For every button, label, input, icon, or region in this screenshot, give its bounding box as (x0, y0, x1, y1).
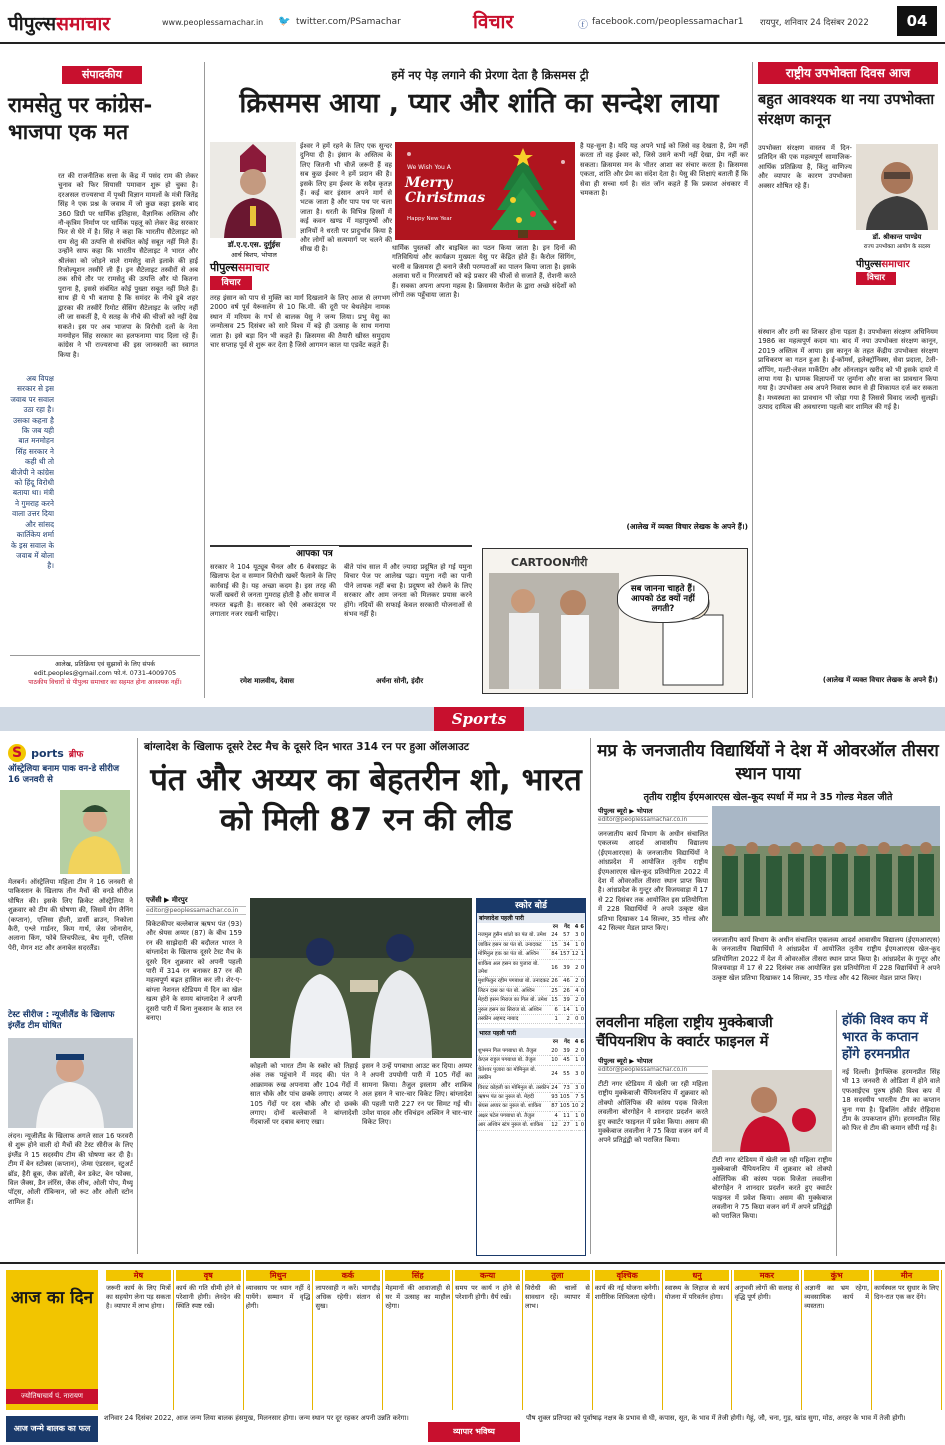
scorecard-cell: 7 (571, 1092, 580, 1101)
scorecard-header-cell: रन (552, 1039, 558, 1046)
scorecard-header-cell (477, 1038, 550, 1046)
scorecard-cell: 24 (550, 1065, 559, 1083)
brief2-title: टेस्ट सीरीज : न्यूजीलैंड के खिलाफ इंग्लैंड टीम घोषित (8, 1010, 115, 1031)
scorecard-cell: 25 (551, 987, 558, 994)
sports-brief-header (8, 742, 133, 762)
scorecard-cell: 12 (551, 1122, 558, 1129)
horoscope-sign (523, 1270, 593, 1410)
scorecard-row (477, 986, 585, 995)
cricket-kicker: बांग्लादेश के खिलाफ दूसरे टेस्ट मैच के दूसरे दिन भारत 314 रन पर हुआ ऑलआउट (144, 741, 470, 753)
scorecard-header-cell: रन (552, 924, 558, 930)
horoscope-sign-text: कार्यस्थल पर सुधार के लिए दिन-रात एक कर देंगे। (874, 1284, 939, 1301)
horoscope-sign-text: कार्य की नई योजना बनेगी। शारीरिक शिथिलता रहेगी। (594, 1284, 660, 1301)
speech-bubble: सब जानना चाहते हैं। आपको ठंड क्यों नहीं लगती? (617, 575, 709, 623)
scorecard-cell: 26 (559, 986, 571, 995)
consumer-author-photo (856, 144, 938, 230)
horoscope-sign-name: सिंह (385, 1270, 450, 1281)
brief1-title: ऑस्ट्रेलिया बनाम पाक वन-डे सीरीज 16 जनवरी से (8, 764, 120, 785)
cricket-photo (250, 898, 472, 1058)
horoscope-sign-text: जरूरी कार्य के लिए मित्रों का सहयोग लेना पड़ सकता है। व्यापार में लाभ होगा। (106, 1284, 171, 1310)
scorecard-cell: 2 (571, 996, 580, 1005)
horoscope-sign (453, 1270, 523, 1410)
horoscope-sign (802, 1270, 872, 1410)
scorecard-cell: चेतेश्वर पुजारा का मोमिनुल बो. तस्कीन (477, 1065, 550, 1083)
scorecard-header-row (477, 923, 585, 931)
scorecard-cell: विराट कोहली का मोमिनुल बो. तस्कीन (478, 1084, 550, 1091)
scorecard-cell: अक्षर पटेल पगबाधा बो. तैजुल (477, 1111, 550, 1120)
scorecard-cell: 105 (559, 1093, 570, 1100)
scorecard-cell: 0 (580, 987, 584, 994)
scorecard-cell: 1 (571, 1005, 580, 1014)
horoscope-sign-text: अनुभवी लोगों की सलाह से वृद्धि पूर्ण होगी। (734, 1284, 800, 1301)
dateline: रायपुर, शनिवार 24 दिसंबर 2022 (760, 18, 869, 28)
scorecard-cell: 46 (559, 977, 571, 986)
scorecard-cell: मुशफिकुर रहीम पगबाधा बो. उनादकट (478, 978, 550, 985)
horoscope-sign-name: कन्या (455, 1270, 520, 1281)
horoscope-title: आज का दिन (10, 1288, 94, 1308)
sports-divider-2 (590, 738, 591, 1254)
consumer-intro: उपभोक्ता संरक्षण वास्तव में दिन-प्रतिदिन की एक महत्वपूर्ण सामाजिक-आर्थिक प्रतिक्रिया है, किंतु वाणिज्य और व्यापार के कारण उपभोक्ता अक्सर शोषित रहे हैं। (758, 144, 852, 190)
cricket-col1: विकेटकीपर बल्लेबाज ऋषभ पंत (93) और श्रेयस अय्यर (87) के बीच 159 रन की साझेदारी की बदौलत भारत ने बांग्लादेश के खिलाफ दूसरे टेस्ट मैच के दूसरे दिन शुक्रवार को अपनी पहली पारी में 314 रन बनाकर 87 रन की महत्वपूर्ण बढ़त हासिल कर ली। शेर-ए-बांग्ला नेशनल स्टेडियम में दिन का खेल खत्म होने के समय बांग्लादेश ने अपनी दूसरी पारी में बिना नुकसान के सात रन बनाए। (146, 920, 242, 1023)
scorecard-cell: 45 (559, 1056, 571, 1065)
scorecard-cell: 1 (550, 1015, 559, 1024)
scorecard-cell: मेहदी हसन मिराज का गिल बो. उमेश (477, 996, 550, 1005)
scorecard-cell: 39 (559, 959, 571, 977)
author-photo (210, 142, 296, 238)
scorecard-innings-2: भारत पहली पारी (477, 1028, 585, 1038)
mp-email[interactable]: editor@peoplessamachar.co.in (598, 816, 708, 824)
mp-body: जनजातीय कार्य विभाग के अधीन संचालित एकलव्य आदर्श आवासीय विद्यालय (ईएमआरएस) के जनजातीय विद्यार्थियों ने आंध्रप्रदेश में आयोजित तृतीय राष्ट्रीय ईएमआरएस खेल-कूद प्रतियोगिता 2022 में देश में ओवरऑल तीसरा स्थान प्राप्त किया है। आंध्रप्रदेश के गुन्टूर और विजयवाड़ा में 17 से 22 दिसंबर तक आयोजित इस प्रतियोगिता में 228 विद्यार्थियों ने अपने उत्कृष्ट खेल प्रतिभा दिखाकर 14 सिल्वर, 35 गोल्ड और 42 सिल्वर मेडल प्राप्त किए। (598, 830, 708, 933)
sports-label: Sports (434, 707, 524, 731)
boxing-email[interactable]: editor@peoplessamachar.co.in (598, 1066, 708, 1074)
scorecard-cell: लिटन दास का पंत बो. अश्विन (477, 986, 550, 995)
scorecard-cell: 0 (580, 1047, 584, 1054)
horoscope-astrologer: ज्योतिषाचार्य पं. नारायण (6, 1389, 98, 1404)
scorecard-table-1 (477, 923, 585, 1024)
sports-banner (0, 707, 945, 731)
scorecard-row (477, 1111, 585, 1120)
scorecard-cell: नुरुल हसन का सिराज बो. अश्विन (477, 1005, 550, 1014)
scorecard-title: स्कोर बोर्ड (477, 899, 585, 913)
cricket-col3: इसन ने उन्हें पगबाधा आउट कर दिया। अय्यर ने अपनी उपयोगी पारी में 105 गेंदों का सामना किया। तैजुल इस्लाम और शाकिब अल हसन ने चार-चार विकेट लिए। बांग्लादेश की पहली पारी 227 रन पर सिमट गई थी। उमेश यादव और रविचंद्रन अश्विन ने चार-चार विकेट लिए। (362, 1062, 472, 1127)
facebook-icon: ⓕ (578, 20, 588, 31)
scorecard-row (477, 1056, 585, 1065)
author-name: डॉ.ए.ए.एस. दुर्गुईस (227, 240, 281, 249)
boxing-byline: पीपुल्स ब्यूरो ▶ भोपाल (598, 1057, 653, 1065)
scorecard-cell: 0 (571, 1015, 580, 1024)
horoscope-sign (383, 1270, 453, 1410)
cricketer-portrait-icon (60, 790, 130, 874)
footer-disclaimer: पाठकीय विचारों से पीपुल्स समाचार का सहमत होना आवश्यक नहीं। (28, 679, 182, 686)
scorecard-cell: 87 (551, 1103, 558, 1110)
horoscope-sign-name: मिथुन (246, 1270, 311, 1281)
scorecard-header-cell: 6 (580, 1039, 584, 1046)
hockey-title: हॉकी विश्व कप में भारत के कप्तान होंगे हरमनप्रीत (842, 1013, 928, 1062)
scorecard-cell: 0 (579, 959, 585, 977)
scorecard-row (477, 1047, 585, 1056)
scorecard-cell: 0 (580, 1084, 584, 1091)
scorecard-cell: 2 (571, 977, 580, 986)
scorecard-row (477, 931, 585, 940)
consumer-day-label: राष्ट्रीय उपभोक्ता दिवस आज (758, 62, 938, 84)
letters-title: आपका पत्र (290, 546, 339, 559)
greeting-main: Merry Christmas (405, 175, 486, 206)
christmas-title: क्रिसमस आया , प्यार और शांति का सन्देश लाया (239, 88, 719, 119)
page-number: 04 (897, 6, 937, 36)
boxing-body-cont: टीटी नगर स्टेडियम में खेली जा रही महिला राष्ट्रीय मुक्केबाजी चैंपियनशिप में शुक्रवार को तोक्यो ओलिंपिक की कांस्य पदक विजेता लवलीना बोरगोहेन ने शानदार प्रदर्शन करते हुए क्वार्टर फाइनल में प्रवेश किया। असम की मुक्केबाज लवलीना ने 75 किग्रा वजन वर्ग में अपने प्रतिद्वंद्वी को पराजित किया। (712, 1156, 832, 1221)
brief2-photo (8, 1038, 133, 1128)
facebook-link[interactable]: facebook.com/peoplessamachar1 (592, 17, 744, 27)
horoscope-title-box (6, 1270, 98, 1410)
letter-2-signature: अर्चना सोनी, इंदौर (376, 677, 424, 685)
cricketers-celebration-icon (250, 898, 472, 1058)
consumer-body: संस्थान और ठगी का शिकार होना पड़ता है। उपभोक्ता संरक्षण अधिनियम 1986 का महत्वपूर्ण कदम था। बाद में नया उपभोक्ता संरक्षण कानून, 2019 अस्तित्व में आया। इस कानून के तहत केंद्रीय उपभोक्ता संरक्षण प्राधिकरण का गठन हुआ है। ई-कॉमर्स, इलेक्ट्रॉनिक्स, सेवा प्रदाता, टेली-शॉपिंग, मल्टी-लेवल मार्केटिंग और ऑनलाइन खरीद को भी इसके दायरे में लाया गया है। भ्रामक विज्ञापनों पर जुर्माना और सजा का प्रावधान किया गया है। उपभोक्ता अब अपने निवास स्थान से ही शिकायत दर्ज कर सकता है। मध्यस्थता का प्रावधान भी जोड़ा गया है जिससे विवाद जल्दी सुलझें। उत्पाद दायित्व की अवधारणा पहली बार शामिल की गई है। (758, 328, 938, 412)
horoscope-sign-name: कुंभ (804, 1270, 869, 1281)
scorecard-row (477, 940, 585, 949)
horoscope-sign-text: मेहमानों की आवाजाही से घर में उत्साह का माहौल रहेगा। (385, 1284, 451, 1310)
scorecard-cell: 6 (550, 1005, 559, 1014)
scorecard-cell: नजमुल हुसैन शांतो का पंत बो. उमेश (477, 931, 550, 940)
website-link[interactable]: www.peoplessamachar.in (162, 18, 264, 27)
horoscope-sign-name: मेष (106, 1270, 171, 1281)
christmas-byline: (आलेख में व्यक्त विचार लेखक के अपने हैं।) (626, 522, 748, 531)
scorecard-header-cell: 6 (580, 924, 584, 930)
scorecard-cell: 15 (551, 941, 558, 948)
boxer-portrait-icon (712, 1070, 832, 1152)
cartoon-panel (482, 548, 748, 694)
scorecard-row (477, 1092, 585, 1101)
team-group-photo-icon (712, 806, 940, 932)
scorecard-cell: जाकिर हसन का पंत बो. उनादकट (477, 940, 550, 949)
consumer-vichar-badge: विचार (856, 272, 896, 285)
scorecard-row (477, 977, 585, 986)
scorecard-row (477, 959, 585, 977)
mp-team-photo (712, 806, 940, 932)
scorecard-row (477, 1005, 585, 1014)
scorecard-cell: 1 (571, 1111, 580, 1120)
scorecard-cell: ऋषभ पंत का नुरुल बो. मेहदी (477, 1092, 550, 1101)
scorecard-cell: 0 (580, 997, 584, 1004)
editorial-body: रत की राजनीतिक सत्ता के केंद्र में पसंद राम की लेकर चुनाव को फिर सियासी पमावान शुरू हो चुका है। दरअसल राज्यसभा में पृथ्वी विज्ञान मामलों के मंत्री जितेंद्र सिंह ने एक प्रश्न के जवाब में जो कुछ कहा इसके बाद 360 डिग्री पर धार्मिक इतिहास, वैज्ञानिक अस्तित्व और नौ-कृत्रिम निर्माण पर धार्मिक पहलू को लेकर केंद्र सरकार फिर से घेरे में है। सिंह ने कहा कि भारतीय सैटेलाइट को राम सेतु की उत्पत्ति से संबंधित कोई सबूत नहीं मिले हैं। उन्होंने साफ कहा कि भारतीय सैटेलाइट ने भारत और श्रीलंका को जोड़ने वाले रामसेतु वाले इलाके की हाई रिजोल्यूशन तस्वीरें ली हैं। इन सैटेलाइट तस्वीरों से अब तक सीधे तौर पर रामसेतु की उत्पत्ति और यो कितना पुराना है, इससे संबंधित कोई पुख्ता सबूत नहीं मिले हैं। साथ ही ये भी बताया है कि समंदर के नीचे डूबे शहर द्वारका की तस्वीरें रिमोट सेंसिंग सैटेलाइट के जरिए नहीं ली जा सकतीं है, ये सतह के नीचे की चीजों को नहीं देख सकते। इस पर अब भाजपा के विरोधी दलों के नेता मनमोहन सिंह सरकार का हलफनामा याद दिला रहे हैं। कांग्रेस ने भी राज्यसभा की इस जानकारी का स्वागत किया है। (58, 172, 198, 359)
horoscope-sign-name: मकर (734, 1270, 799, 1281)
scorecard-cell: 0 (580, 978, 584, 985)
letter-1-signature: रमेश मालवीय, देवास (240, 677, 295, 685)
horoscope-sign-text: समय पर कार्य न होने से परेशानी होगी। धैर्य रखें। (455, 1284, 520, 1301)
greeting-bottom: Happy New Year (407, 216, 452, 222)
scorecard-cell: 0 (580, 941, 584, 948)
christmas-col2: तरह इंसान को पाप से मुक्ति का मार्ग दिखलाने के लिए आज से लगभग 2000 वर्ष पूर्व येरूसलेम से 10 कि.मी. की दूरी पर बेथलेहेम नामक स्थान में मरियम के गर्भ से बालक येसु ने जन्म लिया। प्रभु येसु का जन्मोत्सव 25 दिसंबर को सारे विश्व में बड़े ही उत्साह के साथ मनाया जाता है। इसे बड़ा दिन भी कहते हैं। क्रिसमस की तैयारी खीस्त समुदाय चार सप्ताह पूर्व से शुरू कर देता है जिसे आगमन काल या एडवेंट कहते हैं। (210, 294, 390, 350)
logo-sub: समाचार (56, 13, 111, 35)
sports-divider-1 (137, 738, 138, 1254)
logo (8, 10, 110, 36)
scorecard-table-2 (477, 1038, 585, 1130)
consumer-title: बहुत आवश्यक था नया उपभोक्ता संरक्षण कानून (758, 92, 935, 128)
christmas-col1: ईश्वर ने हमें रहने के लिए एक सुन्दर दुनिया दी है। इंसान के अस्तित्व के लिए जितनी भी चीजें जरूरी हैं वह सब कुछ ईश्वर ने हमें प्रदान की है। इसके लिए हम ईश्वर के सदैव कृतज्ञ हैं। कई बार इंसान अपने मार्ग से भटक जाता है और पाप पथ पर चला जाता है। धरती के विभिन्न हिस्सों में कई कवन खण्ड में महापुरुषों और ज्ञानियों ने धरती पर प्रादुर्भाव किया है और लोगों को सत्यमार्ग पर चलने की सीख दी है। (300, 142, 392, 254)
scorecard-cell: तस्कीन अहमद नाबाद (477, 1015, 550, 1024)
scorecard-cell: मोमिनुल हक का पंत बो. अश्विन (477, 950, 550, 959)
scorecard-cell: 0 (580, 1122, 584, 1129)
consumer-byline: (आलेख में व्यक्त विचार लेखक के अपने हैं।) (822, 676, 938, 684)
scorecard-cell: 4 (550, 1111, 559, 1120)
consumer-stamp-main: पीपुल्स (856, 259, 882, 270)
scorecard-header-cell: 4 (574, 924, 579, 930)
horoscope-sign-name: वृष (176, 1270, 241, 1281)
scorecard-cell: 84 (551, 951, 558, 958)
scorecard-cell: 0 (579, 1065, 585, 1083)
scorecard-cell: 39 (559, 996, 571, 1005)
scorecard-cell: 16 (550, 959, 559, 977)
horoscope-sign (732, 1270, 802, 1410)
scorecard-cell: 1 (571, 940, 580, 949)
scorecard-cell: 0 (580, 1112, 584, 1119)
brief1-photo (60, 790, 130, 874)
scorecard-row (477, 950, 585, 959)
editorial-sidebar-quote: अब विपक्ष सरकार से इस जवाब पर सवाल उठा रहा है। उसका कहना है कि जब यही बात मनमोहन सिंह सरकार ने कही थी तो बीजेपी ने कांग्रेस को हिंदू विरोधी बताया था। मंत्री ने गुमराह करने वाला उत्तर दिया और सांसद कार्तिकेय शर्मा के इस सवाल के जवाब में बोला है। (10, 374, 54, 571)
market-forecast-text: पौष शुक्ल प्रतिपदा को पूर्वाषाढ़ नक्षत्र के प्रभाव से घी, कपास, सूत, के भाव में तेजी होगी। गेहूं, जौ, चना, गुड़, खांड सुगा, मोठ, अरहर के भाव में तेजी होगी। (526, 1414, 906, 1422)
scorecard-cell: 3 (571, 1083, 580, 1092)
column-divider (204, 62, 205, 698)
scorecard-cell: 39 (559, 1047, 571, 1056)
brief1-body: मेलबर्न। ऑस्ट्रेलिया महिला टीम ने 16 जनवरी से पाकिस्तान के खिलाफ तीन मैचों की वनडे सीरीज घोषित की। इसके लिए क्रिकेट ऑस्ट्रेलिया ने शुक्रवार को टीम की घोषणा की, जिसमें मेग लैनिंग (कप्तान), एलिसा हीली, डार्सी ब्राउन, निकोला कैरी, एश्ले गार्डनर, किम गार्थ, जेस जोनासेन, अलाना किंग, फोबे लिचफील्ड, बेथ मूनी, एलिस पेरी, मेगन शट और अनाबेल सदरलैंड। (8, 878, 133, 952)
scorecard-header-cell: 4 (574, 1039, 579, 1046)
horoscope-sign-name: तुला (525, 1270, 590, 1281)
consumer-brand-stamp (856, 256, 938, 270)
scorecard-cell: शाकिब अल हसन का पुजारा बो. उमेश (477, 959, 550, 977)
stamp-logo-main: पीपुल्स (210, 261, 238, 274)
scorecard-cell: 12 (571, 951, 579, 958)
christmas-greeting-image (395, 142, 575, 240)
scorecard-cell: 24 (551, 1084, 558, 1091)
scorecard-cell: 93 (551, 1093, 558, 1100)
horoscope-sign-text: अज्ञानी का भ्रम रहेगा, व्यवसायिक कार्य में व्यस्तता। (804, 1284, 870, 1310)
horoscope-sign-text: स्वास्थ्य के लिहाज से कार्य योजना में परिवर्तन होगा। (664, 1284, 730, 1301)
brand-stamp (210, 260, 296, 275)
scorecard-cell: 2 (559, 1015, 571, 1024)
bishop-portrait-icon (210, 142, 296, 238)
child-fortune-text: शनिवार 24 दिसंबर 2022, आज जन्म लिया बालक हंसमुख, मिलनसार होगा। जन्म स्थान पर दूर रहकर अपनी उन्नति करेगा। (104, 1414, 409, 1422)
scorecard-cell: 3 (571, 1065, 580, 1083)
boxing-title: लवलीना महिला राष्ट्रीय मुक्केबाजी चैंपियनशिप के क्वार्टर फाइनल में (596, 1015, 773, 1050)
scorecard-cell: 157 (559, 951, 570, 958)
scorecard-cell: 24 (551, 932, 558, 939)
sports-s-icon: S (8, 744, 26, 762)
scorecard-cell: 14 (559, 1005, 571, 1014)
logo-main: पीपुल्स (8, 13, 57, 35)
cartoon-title: CARTOONगीरी (511, 556, 588, 569)
cricket-agency: एजेंसी ▶ मीरपुर (146, 896, 188, 904)
author-portrait-icon (856, 144, 938, 230)
horoscope-sign-text: कार्य की गति धीमी होने से परेशानी होगी। लेनदेन की स्थिति स्पष्ट रखें। (175, 1284, 241, 1310)
author-role: आर्च बिशप, भोपाल (231, 251, 277, 259)
scorecard-cell: शुभमन गिल पगबाधा बो. तैजुल (477, 1047, 550, 1056)
editorial-footer (10, 655, 200, 686)
mp-title: मप्र के जनजातीय विद्यार्थियों ने देश में ओवरऑल तीसरा स्थान पाया (597, 741, 939, 784)
scorecard-cell: 1 (580, 951, 584, 958)
horoscope-sign-name: मीन (874, 1270, 939, 1281)
scorecard-header-row (477, 1038, 585, 1046)
scorecard-row (477, 996, 585, 1005)
scorecard-cell: 11 (559, 1111, 571, 1120)
scorecard-cell: 55 (559, 1065, 571, 1083)
boxing-photo (712, 1070, 832, 1152)
letters-box (210, 545, 472, 695)
scorecard-cell: 105 (559, 1103, 570, 1110)
scorecard-cell: 27 (559, 1121, 571, 1130)
horoscope-sign (104, 1270, 174, 1410)
section-label: विचार (473, 11, 514, 33)
scorecard-cell: 10 (551, 1057, 558, 1064)
scorecard-cell: 1 (571, 1121, 580, 1130)
cricket-email[interactable]: editor@peoplessamachar.co.in (146, 906, 246, 915)
scorecard-cell: 10 (571, 1103, 579, 1110)
twitter-link[interactable]: twitter.com/PSamachar (296, 17, 401, 27)
scorecard-cell: 0 (580, 1057, 584, 1064)
horoscope-sign-name: धनु (665, 1270, 730, 1281)
vichar-badge: विचार (210, 276, 252, 290)
scorecard-cell: 0 (580, 1016, 584, 1023)
horoscope-sign (313, 1270, 383, 1410)
letter-2-body: बीते पांच साल में और ज्यादा प्रदूषित हो गई यमुना विचार पेज पर आलेख पढ़ा। यमुना नदी का पानी पीने लायक नहीं बचा है। प्रदूषण को रोकने के लिए सरकार और आम जनता को मिलकर प्रयास करने होंगे। नदियों की सफाई केवल सरकारी योजनाओं से संभव नहीं है। (344, 563, 472, 619)
stamp-logo-sub: समाचार (237, 261, 270, 274)
market-forecast-label: व्यापार भविष्य (428, 1422, 520, 1442)
mp-body-cont: जनजातीय कार्य विभाग के अधीन संचालित एकलव्य आदर्श आवासीय विद्यालय (ईएमआरएस) के जनजातीय विद्यार्थियों ने आंध्रप्रदेश में आयोजित तृतीय राष्ट्रीय ईएमआरएस खेल-कूद प्रतियोगिता 2022 में देश में ओवरऑल तीसरा स्थान प्राप्त किया है। आंध्रप्रदेश के गुन्टूर और विजयवाड़ा में 17 से 22 दिसंबर तक आयोजित इस प्रतियोगिता में 228 विद्यार्थियों ने अपने उत्कृष्ट खेल प्रतिभा दिखाकर 14 सिल्वर, 35 गोल्ड और 42 सिल्वर मेडल प्राप्त किए। (712, 936, 940, 982)
hockey-body: नई दिल्ली। ड्रैगफ्लिक हरमनप्रीत सिंह भी 13 जनवरी से ओडिशा में होने वाले एफआईएच पुरुष हॉकी विश्व कप में 18 सदस्यीय भारतीय टीम का कप्तान चुना गया है। ड्रिबलिंग ऑर्डर रोहिदास टीम के उपकप्तान होंगे। हरमनप्रीत सिंह को फिर से टीम की कमान सौंपी गई है। (842, 1068, 940, 1133)
horoscope-sign (663, 1270, 733, 1410)
masthead (0, 0, 945, 44)
scorecard-cell: 26 (551, 978, 558, 985)
footer-contact-label: आलेख, प्रतिक्रिया एवं सुझावों के लिए संपर्क (54, 661, 156, 668)
scorecard-header-cell: गेंद (564, 924, 570, 930)
boxing-body: टीटी नगर स्टेडियम में खेली जा रही महिला राष्ट्रीय मुक्केबाजी चैंपियनशिप में शुक्रवार को तोक्यो ओलिंपिक की कांस्य पदक विजेता लवलीना बोरगोहेन ने शानदार प्रदर्शन करते हुए क्वार्टर फाइनल में प्रवेश किया। असम की मुक्केबाज लवलीना ने 75 किग्रा वजन वर्ग में अपने प्रतिद्वंद्वी को पराजित किया। (598, 1080, 708, 1145)
horoscope-sign-text: व्यावसाय पर ध्यान नहीं दे पायेंगे। सम्मान में वृद्धि होगी। (245, 1284, 311, 1310)
twitter-icon: 🐦 (278, 16, 291, 27)
scorecard-cell: 1 (571, 1056, 580, 1065)
sports-brief-label: ports (31, 747, 64, 760)
consumer-author-role: राज्य उपभोक्ता आयोग के सदस्य (863, 244, 931, 250)
cricket-col2: कोहली को भारत टीम के स्कोर को तिहाई अंक तक पहुंचाने में मदद की। पंत ने आक्रामक रुख अपनाया और 104 गेंदों में सात चौके और पांच छक्के लगाए। अय्यर ने 105 गेंदों पर दस चौके और दो छक्के लगाए। दोनों बल्लेबाजों ने बांग्लादेशी गेंदबाजों पर दबाव बनाए रखा। (250, 1062, 358, 1127)
scorecard-cell: 4 (571, 986, 580, 995)
horoscope-sign (174, 1270, 244, 1410)
scorecard-header-cell (477, 923, 550, 931)
scorecard-cell: 5 (580, 1093, 584, 1100)
christmas-kicker: हमें नए पेड़ लगाने की प्रेरणा देता है क्रिसमस ट्री (391, 68, 589, 82)
horoscope-sign-name: कर्क (315, 1270, 380, 1281)
consumer-stamp-sub: समाचार (881, 259, 910, 270)
scorecard-cell: 0 (580, 1006, 584, 1013)
scorecard-cell: 15 (551, 997, 558, 1004)
scorecard-row (477, 1015, 585, 1024)
brief2-body: लंदन। न्यूजीलैंड के खिलाफ अगले साल 16 फरवरी से शुरू होने वाली दो मैचों की टेस्ट सीरीज के लिए इंग्लैंड ने 15 सदस्यीय टीम की घोषणा कर दी है। टीम में बेन स्टोक्स (कप्तान), जेम्स एंडरसन, स्टुअर्ट ब्रॉड, हैरी ब्रूक, जैक क्रॉली, बेन डकेट, बेन फोक्स, विल जैक्स, डैन लॉरेंस, जैक लीच, ओली पोप, मैथ्यू पॉट्स, ओली रॉबिन्सन, जो रूट और ओली स्टोन शामिल हैं। (8, 1132, 133, 1206)
scorecard-cell: केएल राहुल पगबाधा बो. तैजुल (477, 1056, 550, 1065)
scorecard-cell: श्रेयस अय्यर का नुरुल बो. शाकिब (477, 1102, 550, 1111)
sports-divider-3 (836, 1010, 837, 1256)
scorecard-row (477, 1121, 585, 1130)
christmas-col4: है यह-सुना है। यदि यह अपने भाई को जिसे वह देखता है, प्रेम नहीं करता तो वह ईश्वर को, जिसे उसने कभी नहीं देखा, प्रेम नहीं कर सकता। क्रिसमस मन के भीतर आशा का संचार करता है। क्रिसमस एकता, शांति और प्रेम का संदेश देता है। येसु की शिक्षाएं बताती हैं कि सेवा ही सच्चा धर्म है। संत जॉन कहते हैं कि प्रकाश अंधकार में चमकता है। (580, 142, 748, 198)
greeting-top: We Wish You A (407, 164, 451, 171)
scorecard-cell: 73 (559, 1083, 571, 1092)
horoscope-sign (872, 1270, 942, 1410)
cricketer-photo-icon (8, 1038, 133, 1128)
scorecard-innings-1: बांग्लादेश पहली पारी (477, 913, 585, 923)
scorecard-cell: 2 (580, 1103, 584, 1110)
horoscope-signs (104, 1270, 942, 1410)
scorecard (476, 898, 586, 1256)
consumer-author: डॉ. श्रीकान्त पाण्डेय (872, 233, 922, 241)
scorecard-cell: 34 (559, 940, 571, 949)
editorial-title: रामसेतु पर कांग्रेस-भाजपा एक मत (8, 93, 153, 144)
scorecard-cell: 2 (571, 1047, 580, 1056)
horoscope-sign-name: वृश्चिक (595, 1270, 660, 1281)
editorial-label: संपादकीय (62, 66, 142, 84)
scorecard-cell: 2 (571, 959, 580, 977)
cricket-title: पंत और अय्यर का बेहतरीन शो, भारत को मिली 87 रन की लीड (150, 762, 582, 838)
cartoon-illustration-icon (483, 549, 747, 693)
scorecard-cell: 20 (551, 1047, 558, 1054)
mp-subtitle: तृतीय राष्ट्रीय ईएमआरएस खेल-कूद स्पर्धा में मप्र ने 35 गोल्ड मेडल जीते (643, 792, 893, 803)
footer-contact[interactable]: edit.peoples@gmail.com फो.नं. 0731-4009705 (33, 670, 177, 677)
scorecard-cell: 57 (559, 931, 571, 940)
scorecard-cell: 3 (571, 931, 580, 940)
scorecard-row (477, 1102, 585, 1111)
horoscope-sign-text: लापरवाही न करें। भागदौड़ अधिक रहेगी। संतान से सुख। (315, 1284, 381, 1310)
column-divider-2 (752, 62, 753, 698)
child-fortune-label: आज जन्मे बालक का फल (6, 1416, 98, 1442)
horoscope-section (0, 1262, 945, 1445)
christmas-col3: धार्मिक पुस्तकों और बाइबिल का पठन किया जाता है। इन दिनों की गतिविधियां और कार्यक्रम मुख्यतः येसु पर केंद्रित होते हैं। कैरोल सिंगिंग, चरनी व क्रिसमस ट्री बनाने जैसी परम्पराओं का पालन किया जाता है। इसके अलावा घरों व गिरजाघरों को बड़े प्रकार की चीजों से सजाते हैं, रोशनी करते हैं। सबका अपना अपना महत्व है। क्रिसमस कैरोल के द्वारा अच्छे संदेशों को लोगों तक पहुँचाया जाता है। (392, 244, 576, 300)
letter-1-body: सरकार ने 104 यूट्यूब चैनल और 6 वेबसाइट के खिलाफ देश व सम्मान विरोधी खबरें फैलाने के लिए कार्रवाई की है। यह अच्छा कदम है। इस तरह की फर्जी खबरों से जनता गुमराह होती है और समाज में नफरत बढ़ती है। सरकार को ऐसे अकाउंट्स पर लगातार नजर रखनी चाहिए। (210, 563, 336, 619)
scorecard-cell: आर अश्विन स्टंप नुरुल बो. शाकिब (477, 1121, 550, 1130)
scorecard-row (477, 1065, 585, 1083)
sports-brief-tag: ब्रीफ (68, 750, 84, 760)
mp-byline: पीपुल्स ब्यूरो ▶ भोपाल (598, 807, 653, 815)
horoscope-sign (244, 1270, 314, 1410)
scorecard-header-cell: गेंद (564, 1039, 570, 1046)
horoscope-sign-text: विरोधी की चालों से सावधान रहें। व्यापार में लाभ। (524, 1284, 590, 1310)
scorecard-row (477, 1083, 585, 1092)
horoscope-sign (593, 1270, 663, 1410)
scorecard-cell: 0 (580, 932, 584, 939)
